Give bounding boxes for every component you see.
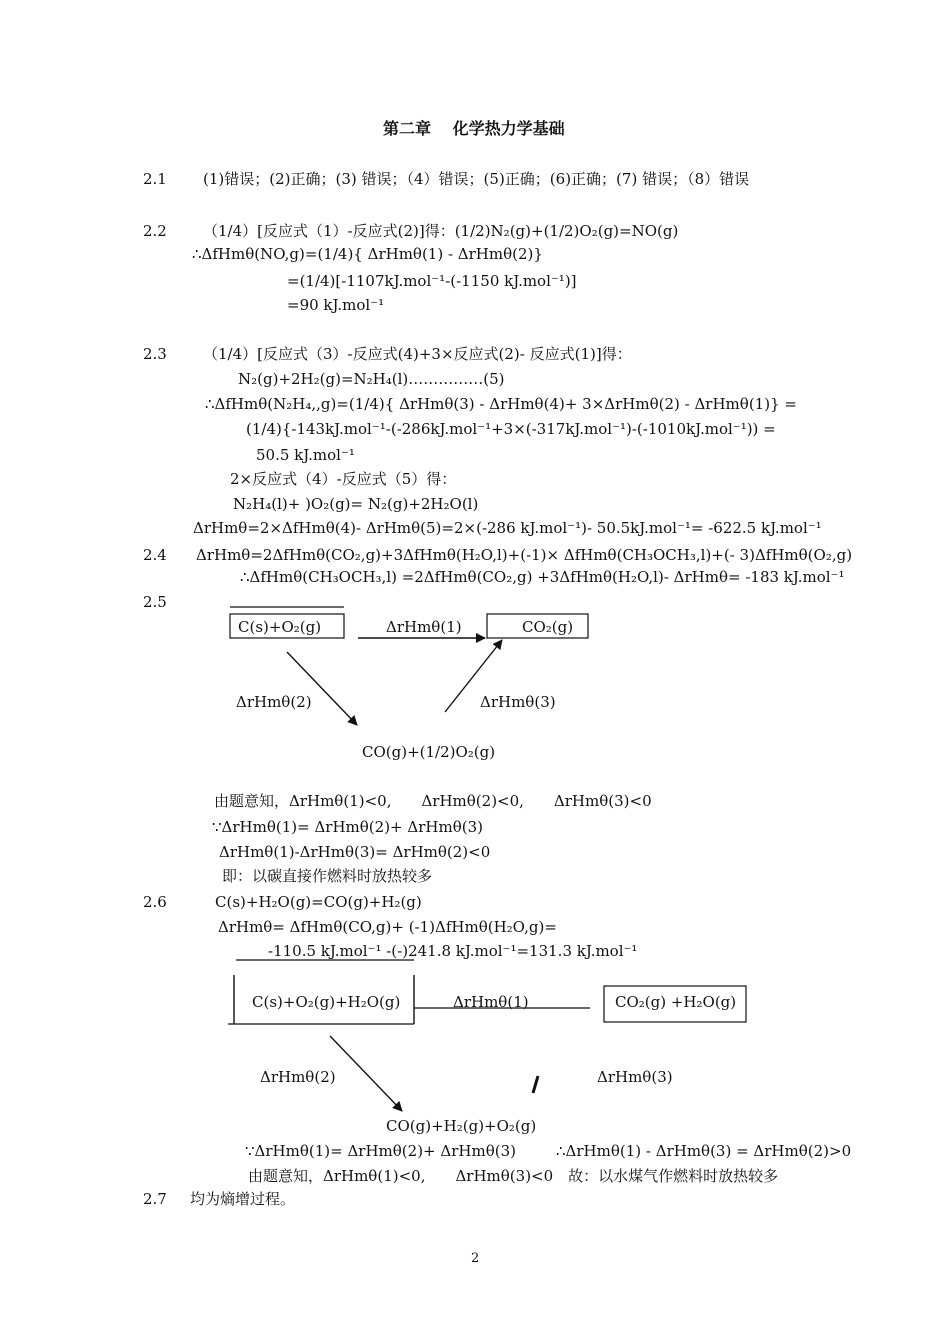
section-number: 2.3	[143, 345, 167, 363]
page-title: 第二章 化学热力学基础	[383, 119, 565, 138]
answer-line: (1)错误；(2)正确；(3) 错误；（4）错误；(5)正确；(6)正确；(7) 错误；（8）错误	[203, 170, 750, 188]
answer-line: ∵ΔrHmθ(1)= ΔrHmθ(2)+ ΔrHmθ(3)	[212, 818, 483, 836]
answer-line: (1/4){-143kJ.mol⁻¹-(-286kJ.mol⁻¹+3×(-317kJ.mol⁻¹)-(-1010kJ.mol⁻¹)) =	[246, 420, 776, 438]
section-number: 2.5	[143, 593, 167, 611]
answer-line: 由题意知，ΔrHmθ(1)<0, ΔrHmθ(3)<0 故：以水煤气作燃料时放热较多	[248, 1167, 779, 1185]
diagram-box-reactants: C(s)+O₂(g)	[238, 618, 322, 636]
answer-line: =(1/4)[-1107kJ.mol⁻¹-(-1150 kJ.mol⁻¹)]	[287, 272, 577, 290]
answer-line: 均为熵增过程。	[190, 1190, 296, 1208]
answer-line: 由题意知，ΔrHmθ(1)<0, ΔrHmθ(2)<0, ΔrHmθ(3)<0	[214, 792, 652, 810]
diagram-arrow-label: ΔrHmθ(2)	[236, 693, 312, 711]
diagram-box-reactants: C(s)+O₂(g)+H₂O(g)	[252, 993, 401, 1011]
answer-line: ΔrHmθ= ΔfHmθ(CO,g)+ (-1)ΔfHmθ(H₂O,g)=	[218, 918, 557, 936]
diagram-arrow-label: ΔrHmθ(3)	[480, 693, 556, 711]
diagram-arrow-label: ΔrHmθ(3)	[597, 1068, 673, 1086]
answer-line: ∴ΔfHmθ(CH₃OCH₃,l) =2ΔfHmθ(CO₂,g) +3ΔfHmθ(H₂O,l)- ΔrHmθ= -183 kJ.mol⁻¹	[240, 568, 845, 586]
answer-line: -110.5 kJ.mol⁻¹ -(-)241.8 kJ.mol⁻¹=131.3 kJ.mol⁻¹	[268, 942, 638, 960]
diagram-box-products: CO₂(g) +H₂O(g)	[615, 993, 737, 1011]
answer-line: ΔrHmθ=2×ΔfHmθ(4)- ΔrHmθ(5)=2×(-286 kJ.mol⁻¹)- 50.5kJ.mol⁻¹= -622.5 kJ.mol⁻¹	[193, 519, 822, 537]
answer-line: （1/4）[反应式（1）-反应式(2)]得：(1/2)N₂(g)+(1/2)O₂(g)=NO(g)	[203, 222, 679, 240]
section-number: 2.7	[143, 1190, 167, 1208]
section-number: 2.4	[143, 546, 167, 564]
page-number: 2	[471, 1251, 480, 1266]
answer-line: 即：以碳直接作燃料时放热较多	[222, 867, 433, 885]
section-number: 2.2	[143, 222, 167, 240]
answer-line: N₂H₄(l)+ )O₂(g)= N₂(g)+2H₂O(l)	[233, 495, 479, 513]
answer-line: N₂(g)+2H₂(g)=N₂H₄(l)……………(5)	[238, 370, 505, 388]
section-number: 2.6	[143, 893, 167, 911]
answer-line: =90 kJ.mol⁻¹	[287, 296, 385, 314]
answer-line: ΔrHmθ=2ΔfHmθ(CO₂,g)+3ΔfHmθ(H₂O,l)+(-1)× ΔfHmθ(CH₃OCH₃,l)+(- 3)ΔfHmθ(O₂,g)	[196, 546, 853, 564]
answer-line: ∴ΔfHmθ(NO,g)=(1/4){ ΔrHmθ(1) - ΔrHmθ(2)}	[192, 245, 543, 263]
answer-line: 50.5 kJ.mol⁻¹	[256, 446, 355, 464]
section-number: 2.1	[143, 170, 167, 188]
answer-line: ∵ΔrHmθ(1)= ΔrHmθ(2)+ ΔrHmθ(3)	[245, 1142, 516, 1160]
diagram-arrow-label: ΔrHmθ(2)	[260, 1068, 336, 1086]
answer-line: 2×反应式（4）-反应式（5）得：	[230, 470, 457, 488]
answer-line: C(s)+H₂O(g)=CO(g)+H₂(g)	[215, 893, 422, 911]
answer-line: ΔrHmθ(1)-ΔrHmθ(3)= ΔrHmθ(2)<0	[219, 843, 491, 861]
answer-line: （1/4）[反应式（3）-反应式(4)+3×反应式(2)- 反应式(1)]得：	[203, 345, 632, 363]
diagram-arrow-label: ΔrHmθ(1)	[453, 993, 529, 1011]
answer-line: ∴ΔrHmθ(1) - ΔrHmθ(3) = ΔrHmθ(2)>0	[556, 1142, 852, 1160]
diagram-arrow-label: ΔrHmθ(1)	[386, 618, 462, 636]
diagram-intermediate: CO(g)+(1/2)O₂(g)	[362, 743, 496, 761]
diagram-intermediate: CO(g)+H₂(g)+O₂(g)	[386, 1117, 537, 1135]
answer-line: ∴ΔfHmθ(N₂H₄,,g)=(1/4){ ΔrHmθ(3) - ΔrHmθ(4)+ 3×ΔrHmθ(2) - ΔrHmθ(1)} =	[205, 395, 797, 413]
diagram-box-products: CO₂(g)	[522, 618, 574, 636]
